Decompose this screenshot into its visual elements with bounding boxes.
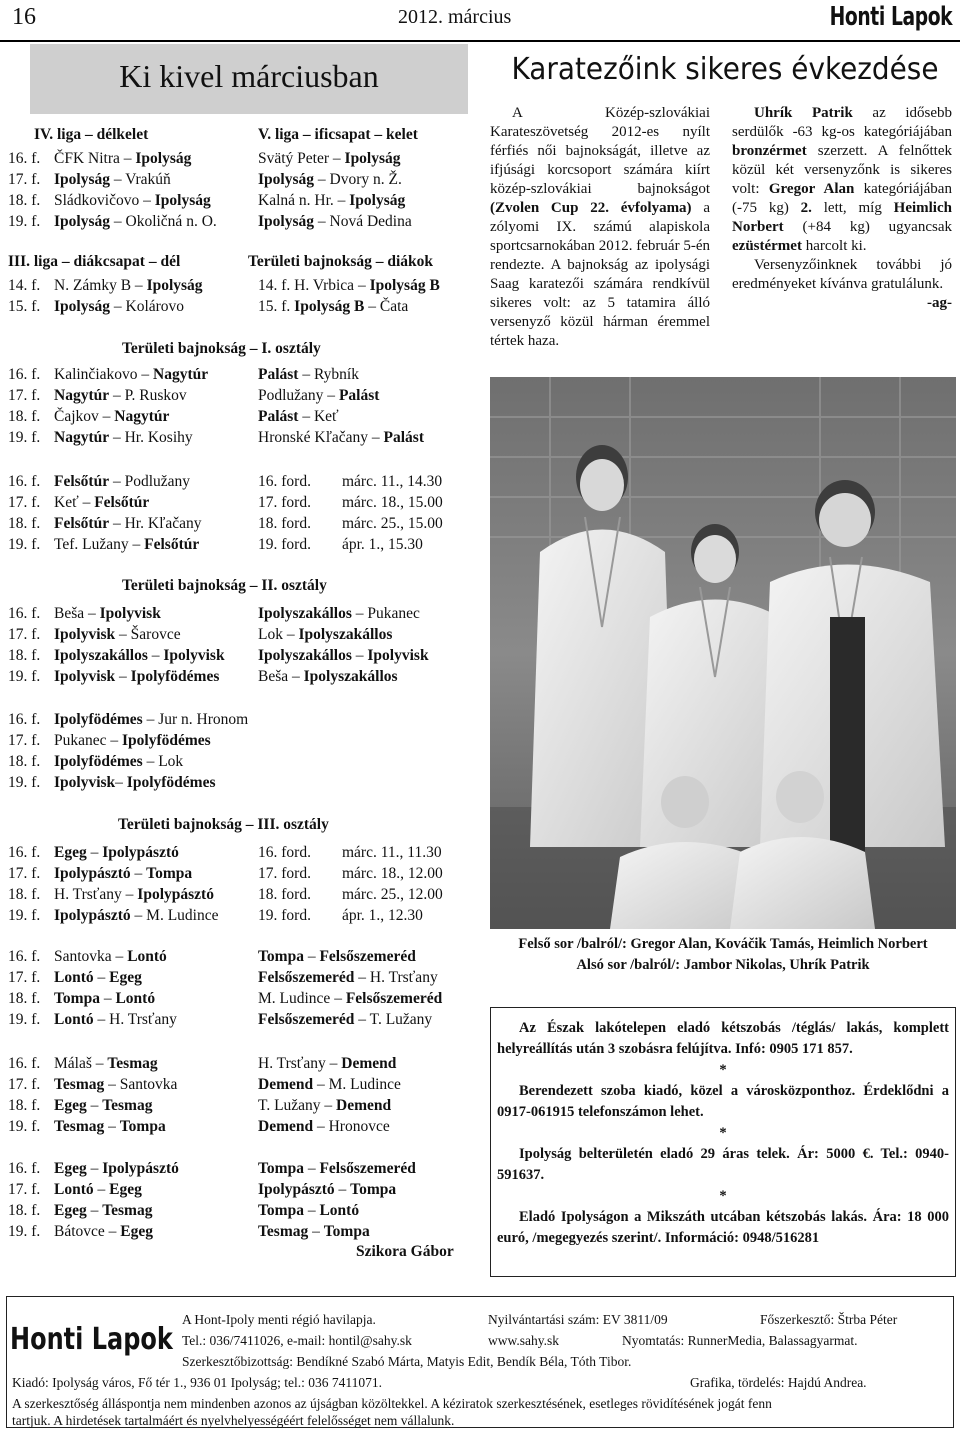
fixture: Lontó – H. Trsťany [54,1011,177,1028]
round-number: 18. ford. [258,886,311,903]
fixture: Felsőtúr – Hr. Kľačany [54,515,202,532]
fixture: Felsőszemeréd – H. Trsťany [258,969,438,986]
schedule-heading: III. liga – diákcsapat – dél [8,253,181,270]
fixture: H. Trsťany – Demend [258,1055,397,1072]
fixture: Egeg – Tesmag [54,1202,153,1219]
fixture: Keť – Felsőtúr [54,494,150,511]
fixture: Tesmag – Tompa [54,1118,166,1135]
fixture: Ipolypásztó – M. Ludince [54,907,219,924]
round-label: 19. f. [8,1011,41,1028]
round-number: 16. ford. [258,473,311,490]
fixture: Ipolyság – Vrakúň [54,171,171,188]
fixture: Málaš – Tesmag [54,1055,158,1072]
ad-separator: * [719,1188,727,1204]
round-label: 18. f. [8,753,41,770]
fixture: Kalinčiakovo – Nagytúr [54,366,209,383]
fixture: Tesmag – Santovka [54,1076,178,1093]
imprint-tagline: A Hont-Ipoly menti régió havilapja. [182,1312,376,1327]
match-date: ápr. 1., 15.30 [342,536,423,553]
fixture: Ipolyvisk– Ipolyfödémes [54,774,216,791]
footer-logo: Honti Lapok [10,1322,173,1357]
round-label: 19. f. [8,774,41,791]
fixture: Ipolyszakállos – Pukanec [258,605,420,622]
fixture: Egeg – Tesmag [54,1097,153,1114]
imprint-contact: Tel.: 036/7411026, e-mail: hontil@sahy.sk [182,1333,412,1348]
fixture: Ipolyság – Dvory n. Ž. [258,171,402,188]
schedule-heading: V. liga – ificsapat – kelet [258,126,418,143]
header-rule [0,40,960,42]
round-label: 19. f. [8,429,41,446]
fixture: Palást – Rybník [258,366,359,383]
round-label: 18. f. [8,886,41,903]
fixture: Ipolypásztó – Tompa [54,865,193,882]
imprint-publisher: Kiadó: Ipolyság város, Fő tér 1., 936 01 Ipolyság; tel.: 036 7411071. [12,1375,382,1390]
round-label: 18. f. [8,990,41,1007]
article-paragraph: Versenyzőinknek további jó eredményeket kívánva gratulálunk. [732,257,952,292]
fixture: Beša – Ipolyvisk [54,605,161,622]
schedule-heading: Területi bajnokság – I. osztály [122,340,321,357]
round-label: 17. f. [8,1181,41,1198]
round-label: 15. f. [8,298,41,315]
schedule-signature: Szikora Gábor [356,1243,454,1260]
round-number: 17. ford. [258,865,311,882]
fixture: Podlužany – Palást [258,387,380,404]
round-label: 18. f. [8,1097,41,1114]
schedule-title: Ki kivel márciusban [119,58,379,94]
fixture: Tef. Lužany – Felsőtúr [54,536,200,553]
match-date: márc. 11., 11.30 [342,844,442,861]
fixture: T. Lužany – Demend [258,1097,392,1114]
round-label: 16. f. [8,605,41,622]
round-label: 18. f. [8,515,41,532]
classified-ad: Berendezett szoba kiadó, közel a városközponthoz. Érdeklődni a 0917-061915 telefonszámon lehet. [497,1083,949,1120]
round-label: 17. f. [8,732,41,749]
imprint-disclaimer: A szerkesztőség álláspontja nem mindenben azonos az újságban közöltekkel. A kéziratok szerkesztésének, esetleges rövidítésének jogát fenn [12,1396,772,1411]
match-date: márc. 25., 12.00 [342,886,443,903]
fixture: Tompa – Lontó [258,1202,360,1219]
fixture: Čajkov – Nagytúr [54,408,170,425]
caption-line-1: Felső sor /balról/: Gregor Alan, Kováčik Tamás, Heimlich Norbert [518,936,928,952]
imprint-graphics: Grafika, tördelés: Hajdú Andrea. [690,1375,867,1390]
round-number: 18. ford. [258,515,311,532]
fixture: Lontó – Egeg [54,1181,142,1198]
fixture: Sládkovičovo – Ipolyság [54,192,211,209]
article-paragraph: Uhrík Patrik az idősebb serdülők -63 kg-os kategóriájában bronzérmet szerzett. A felnőttek közül két versenyzőnk is sikeres volt: Gregor Alan kategóriájában (-75 kg) 2. lett, míg Heimlich Norbert (+84 kg) ugyancsak ezüstérmet harcolt ki. [732,105,953,254]
classifieds [497,1018,949,1249]
fixture: Lontó – Egeg [54,969,142,986]
fixture: Kalná n. Hr. – Ipolyság [258,192,406,209]
match-date: márc. 11., 14.30 [342,473,443,490]
round-label: 16. f. [8,150,41,167]
fixture: Felsőszemeréd – T. Lužany [258,1011,433,1028]
fixture: Ipolyfödémes – Jur n. Hronom [54,711,249,728]
round-label: 17. f. [8,969,41,986]
article-column-2 [732,104,952,313]
fixture: Beša – Ipolyszakállos [258,668,398,685]
karate-team-photo [490,377,956,929]
ad-separator: * [719,1125,727,1141]
fixture: Ipolyság – Kolárovo [54,298,185,315]
fixture: Santovka – Lontó [54,948,167,965]
imprint-registration: Nyilvántartási szám: EV 3811/09 [488,1312,668,1327]
fixture: Svätý Peter – Ipolyság [258,150,401,167]
round-label: 18. f. [8,1202,41,1219]
fixture: Egeg – Ipolypásztó [54,844,179,861]
round-label: 17. f. [8,1076,41,1093]
fixture: Palást – Keť [258,408,339,425]
imprint-disclaimer-cont: tartjuk. A hirdetések tartalmáért és nyelvhelyességéért felelősséget nem vállalunk. [12,1413,455,1428]
round-label: 16. f. [8,844,41,861]
fixture: Tompa – Lontó [54,990,156,1007]
round-label: 18. f. [8,192,41,209]
classified-ad: Ipolyság belterületén eladó 29 áras telek. Ár: 5000 €. Tel.: 0940-591637. [497,1146,949,1183]
round-label: 19. f. [8,536,41,553]
match-date: ápr. 1., 12.30 [342,907,423,924]
fixture: Felsőtúr – Podlužany [54,473,191,490]
imprint-editor: Főszerkesztő: Štrba Péter [760,1312,898,1327]
fixture: Tesmag – Tompa [258,1223,370,1240]
article-title: Karatezőink sikeres évkezdése [511,52,939,87]
fixture: Ipolyság – Okoličná n. O. [54,213,217,230]
fixture: N. Zámky B – Ipolyság [54,277,203,294]
schedule-heading: IV. liga – délkelet [34,126,149,143]
round-number: 17. ford. [258,494,311,511]
fixture: Demend – Hronovce [258,1118,390,1135]
fixture: Nagytúr – P. Ruskov [54,387,187,404]
fixture: Ipolyfödémes – Lok [54,753,184,770]
photo-caption [490,934,956,976]
round-label: 16. f. [8,366,41,383]
fixture: Bátovce – Egeg [54,1223,154,1240]
article-paragraph: A Közép-szlovákiai Karateszövetség 2012-es nyílt férfiés női bajnokságát, illetve az ifjúsági korcsoport számára kiírt közép-szlovákiai bajnokságot (Zvolen Cup 22. évfolyama) a zólyomi IX. számú alapiskola sportcsarnokában 2012. február 5-én rendezte. A bajnokság az ipolysági Saag karatezői számára rendkívül sikeres volt: az 5 tatamira álló versenyző közül hárman éremmel tértek haza. [490,105,710,349]
page-number: 16 [12,4,36,30]
round-number: 19. ford. [258,536,311,553]
imprint-board: Szerkesztőbizottság: Bendíkné Szabó Márta, Matyis Edit, Bendík Béla, Tóth Tibor. [182,1354,632,1369]
article-column-1 [490,104,710,351]
fixture: ČFK Nitra – Ipolyság [54,150,192,167]
round-label: 17. f. [8,626,41,643]
schedule-heading: Területi bajnokság – III. osztály [118,816,329,833]
classified-ad: Eladó Ipolyságon a Mikszáth utcában kétszobás lakás. Ára: 18 000 euró, /megegyezés szerint/. Információ: 0948/516281 [497,1209,949,1246]
article-author: -ag- [927,295,952,311]
round-number: 16. ford. [258,844,311,861]
imprint-printer: Nyomtatás: RunnerMedia, Balassagyarmat. [622,1333,858,1348]
fixture: Tompa – Felsőszemeréd [258,948,416,965]
round-label: 17. f. [8,387,41,404]
match-date: márc. 25., 15.00 [342,515,443,532]
fixture: Lok – Ipolyszakállos [258,626,393,643]
round-label: 17. f. [8,865,41,882]
round-label: 16. f. [8,473,41,490]
round-label: 19. f. [8,1118,41,1135]
imprint-website: www.sahy.sk [488,1333,559,1348]
round-label: 16. f. [8,948,41,965]
fixture: H. Trsťany – Ipolypásztó [54,886,214,903]
fixture: Ipolyvisk – Ipolyfödémes [54,668,220,685]
masthead-brand: Honti Lapok [829,2,952,32]
schedule-heading: Területi bajnokság – II. osztály [122,577,327,594]
match-date: márc. 18., 15.00 [342,494,443,511]
issue-date: 2012. március [398,6,512,28]
round-label: 19. f. [8,1223,41,1240]
fixture: Egeg – Ipolypásztó [54,1160,179,1177]
schedule-heading: Területi bajnokság – diákok [248,253,434,270]
fixture: Nagytúr – Hr. Kosihy [54,429,193,446]
fixture: Demend – M. Ludince [258,1076,401,1093]
caption-line-2: Alsó sor /balról/: Jambor Nikolas, Uhrík Patrik [576,957,870,973]
fixture: 14. f. H. Vrbica – Ipolyság B [258,277,440,294]
round-label: 16. f. [8,711,41,728]
round-label: 16. f. [8,1160,41,1177]
match-date: márc. 18., 12.00 [342,865,443,882]
fixture: Hronské Kľačany – Palást [258,429,424,446]
ad-separator: * [719,1062,727,1078]
fixture: Ipolyvisk – Šarovce [54,626,181,643]
round-label: 16. f. [8,1055,41,1072]
round-label: 19. f. [8,213,41,230]
classified-ad: Az Észak lakótelepen eladó kétszobás /téglás/ lakás, komplett helyreállítás után 3 szobásra felújítva. Infó: 0905 171 857. [497,1020,949,1057]
fixture: M. Ludince – Felsőszemeréd [258,990,443,1007]
round-label: 19. f. [8,668,41,685]
round-number: 19. ford. [258,907,311,924]
fixture: Tompa – Felsőszemeréd [258,1160,416,1177]
fixture: Pukanec – Ipolyfödémes [54,732,211,749]
round-label: 17. f. [8,171,41,188]
round-label: 18. f. [8,408,41,425]
fixture: Ipolyság – Nová Dedina [258,213,412,230]
round-label: 19. f. [8,907,41,924]
fixture: Ipolypásztó – Tompa [258,1181,397,1198]
fixture: Ipolyszakállos – Ipolyvisk [54,647,225,664]
fixture: 15. f. Ipolyság B – Čata [258,298,409,315]
round-label: 14. f. [8,277,41,294]
round-label: 18. f. [8,647,41,664]
fixture: Ipolyszakállos – Ipolyvisk [258,647,429,664]
round-label: 17. f. [8,494,41,511]
